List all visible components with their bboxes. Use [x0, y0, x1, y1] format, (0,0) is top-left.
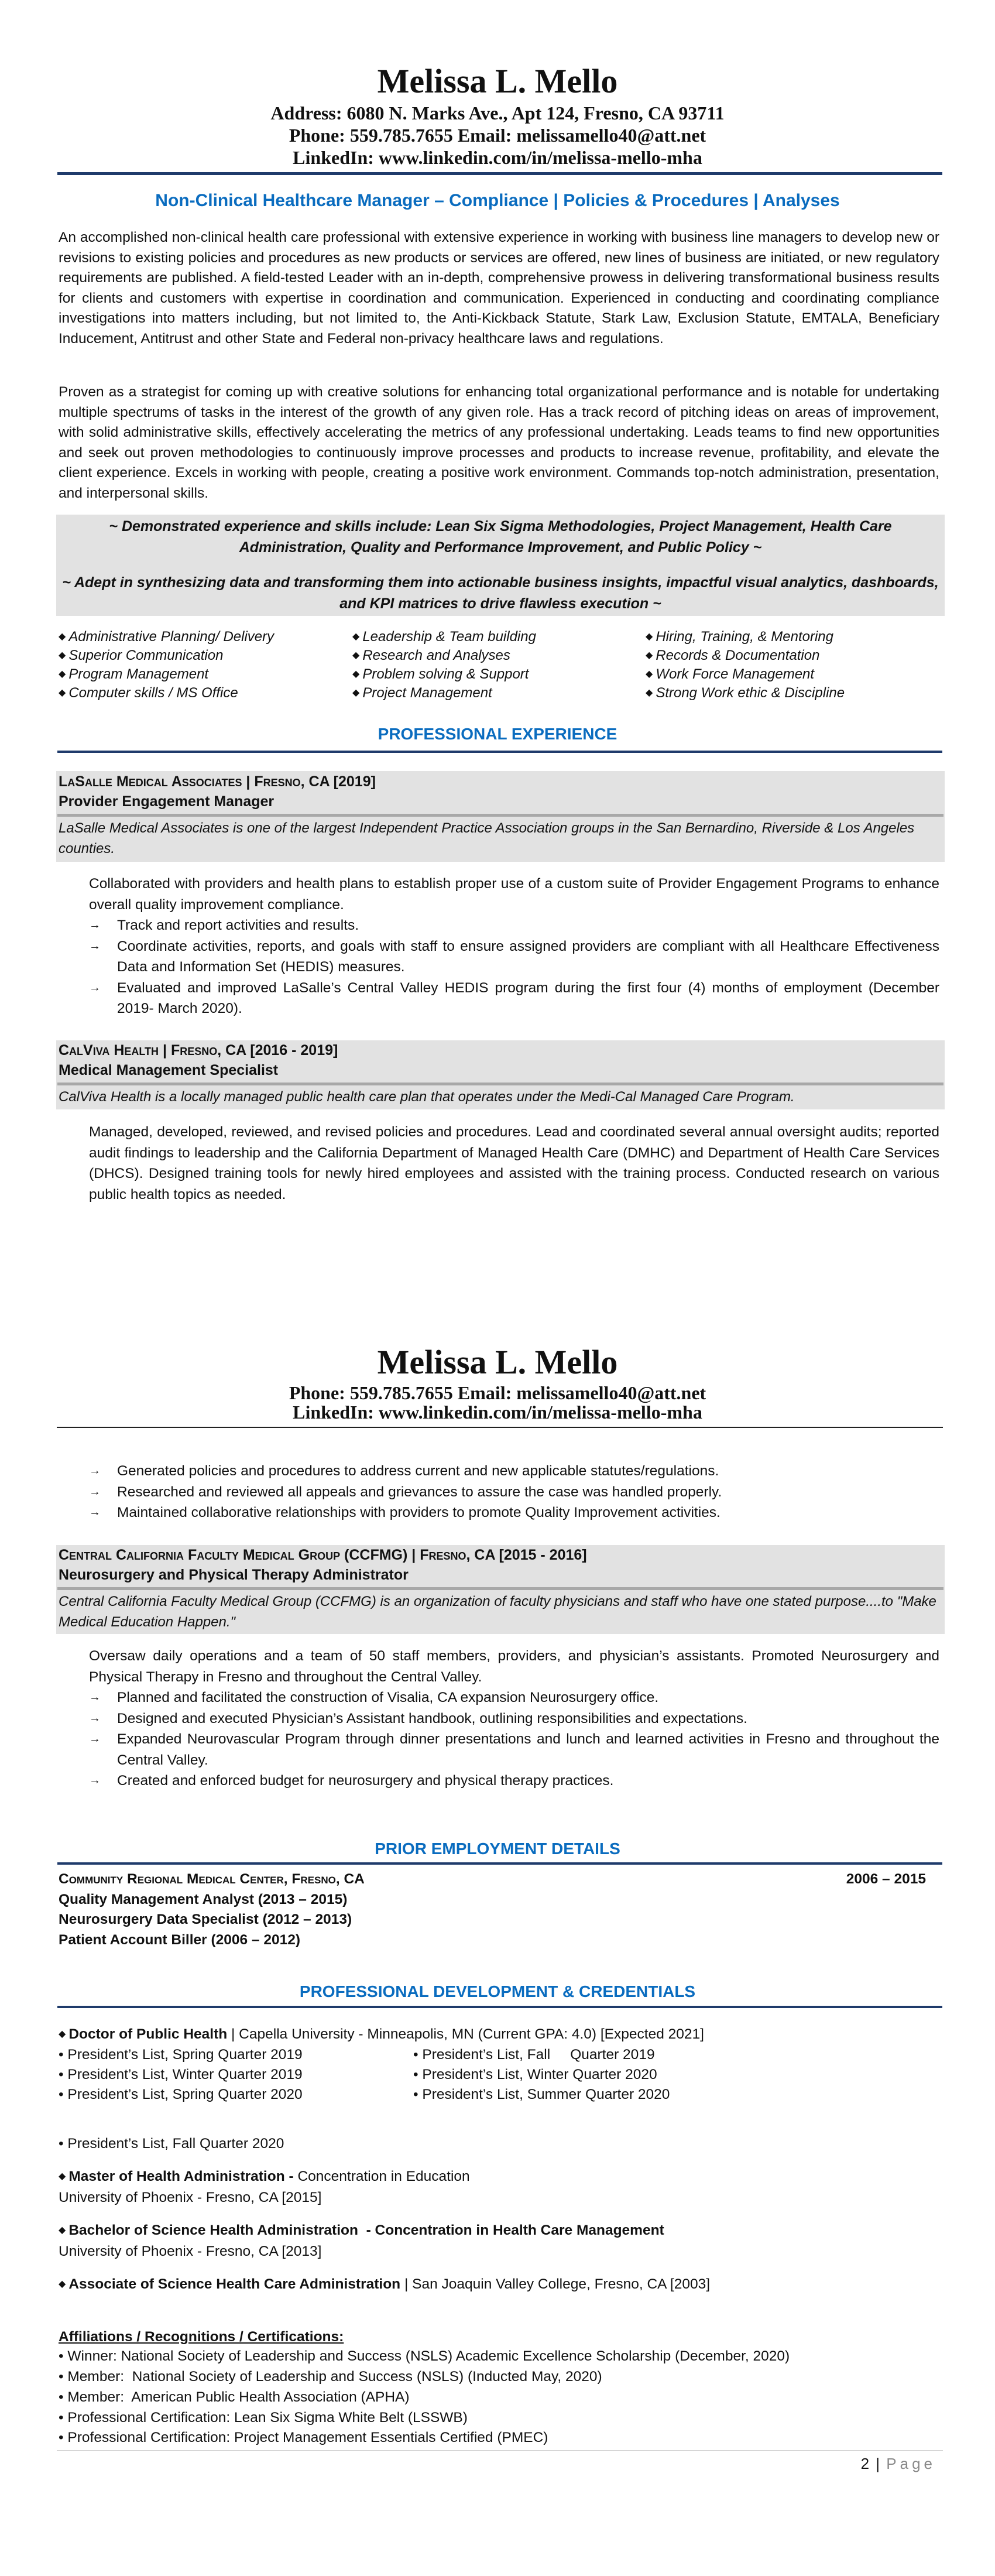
- honor-item: • President’s List, Summer Quarter 2020: [413, 2087, 670, 2102]
- prior-employer: Community Regional Medical Center, Fresno, CA: [59, 1871, 365, 1887]
- prior-role: Patient Account Biller (2006 – 2012): [59, 1932, 301, 1948]
- skill-item: ◆ Hiring, Training, & Mentoring: [646, 629, 833, 645]
- job-title: Provider Engagement Manager: [59, 793, 275, 810]
- skill-item: ◆ Leadership & Team building: [352, 629, 536, 645]
- degree-associate: ◆ Associate of Science Health Care Administration | San Joaquin Valley College, Fresno, CA [2003]: [59, 2276, 711, 2292]
- company-description: LaSalle Medical Associates is one of the largest Independent Practice Association groups in the San Bernardino, Riverside & Los Angeles counties.: [59, 820, 915, 857]
- company-description: Central California Faculty Medical Group (CCFMG) is an organization of faculty physicians and staff who have one stated purpose....to "Make Medical Education Happen.": [59, 1594, 936, 1630]
- phone-email-line: Phone: 559.785.7655 Email: melissamello40@att.net: [289, 125, 706, 146]
- affiliation-item: • Member: National Society of Leadership and Success (NSLS) (Inducted May, 2020): [59, 2369, 602, 2385]
- diamond-bullet-icon: ◆: [59, 2171, 66, 2181]
- diamond-bullet-icon: ◆: [352, 688, 360, 698]
- diamond-bullet-icon: ◆: [59, 2279, 66, 2289]
- phone-email-line-page2: Phone: 559.785.7655 Email: melissamello40@att.net: [289, 1382, 706, 1403]
- job-header-calviva: [56, 1040, 945, 1109]
- degree-master: ◆ Master of Health Administration - Concentration in Education: [59, 2169, 470, 2184]
- diamond-bullet-icon: ◆: [59, 2029, 66, 2039]
- arrow-icon: →: [89, 1506, 101, 1519]
- footer-divider: [57, 2450, 943, 2451]
- diamond-bullet-icon: ◆: [59, 632, 66, 642]
- linkedin-line: LinkedIn: www.linkedin.com/in/melissa-mello-mha: [293, 147, 702, 168]
- highlight-skills: ~ Demonstrated experience and skills include: Lean Six Sigma Methodologies, Project Management, Health Care Administration, Quality and Performance Improvement, and Public Policy ~: [109, 518, 892, 556]
- diamond-bullet-icon: ◆: [646, 632, 653, 642]
- honor-item: • President’s List, Spring Quarter 2020: [59, 2087, 303, 2102]
- job-summary: Oversaw daily operations and a team of 50 staff members, providers, and physician’s assistants. Promoted Neurosurgery and Physical Therapy in Fresno and throughout the Central Valley.: [89, 1648, 939, 1685]
- diamond-bullet-icon: ◆: [646, 650, 653, 660]
- affiliation-item: • Professional Certification: Project Management Essentials Certified (PMEC): [59, 2430, 548, 2445]
- company-name: Central California Faculty Medical Group (CCFMG) | Fresno, CA [2015 - 2016]: [59, 1547, 587, 1563]
- separator: [57, 1587, 943, 1590]
- highlight-analytics: ~ Adept in synthesizing data and transforming them into actionable business insights, impactful visual analytics, dashboards, and KPI matrices to drive flawless execution ~: [62, 574, 939, 612]
- job-bullet: → Maintained collaborative relationships with providers to promote Quality Improvement activities.: [89, 1502, 939, 1523]
- job-header-lasalle: [56, 771, 945, 862]
- arrow-icon: →: [89, 981, 101, 994]
- address-line: Address: 6080 N. Marks Ave., Apt 124, Fresno, CA 93711: [270, 102, 725, 124]
- honor-item: • President’s List, Winter Quarter 2020: [413, 2067, 657, 2082]
- diamond-bullet-icon: ◆: [59, 688, 66, 698]
- affiliation-item: • Member: American Public Health Association (APHA): [59, 2389, 410, 2405]
- job-bullets-calviva: [89, 1461, 939, 1523]
- skill-item: ◆ Program Management: [59, 666, 209, 682]
- skill-item: ◆ Computer skills / MS Office: [59, 685, 238, 701]
- skill-item: ◆ Strong Work ethic & Discipline: [646, 685, 845, 701]
- job-bullet: → Expanded Neurovascular Program through dinner presentations and lunch and learned activities in Fresno and throughout the Central Valley.: [89, 1729, 939, 1770]
- diamond-bullet-icon: ◆: [59, 669, 66, 679]
- arrow-icon: →: [89, 939, 101, 953]
- experience-divider: [57, 751, 942, 753]
- honor-item: • President’s List, Spring Quarter 2019: [59, 2047, 303, 2063]
- separator: [57, 814, 943, 817]
- summary-paragraph-1: An accomplished non-clinical health care professional with extensive experience in working with business line managers to develop new or revisions to existing policies and procedures as new products or services are offered, new lines of business are initiated, or new regulatory requirements are published. A field-tested Leader with an in-depth, comprehensive prowess in delivering transformational business results for clients and customers with expertise in coordination and communication. Experienced in conducting and coordinating compliance investigations into matters including, but not limited to, the Anti-Kickback Statute, Stark Law, Exclusion Statute, EMTALA, Beneficiary Inducement, Antitrust and other State and Federal non-privacy healthcare laws and regulations.: [59, 229, 939, 347]
- job-bullet: → Track and report activities and results.: [89, 915, 939, 936]
- skill-item: ◆ Project Management: [352, 685, 492, 701]
- candidate-name: Melissa L. Mello: [377, 62, 618, 100]
- summary-paragraph-2: Proven as a strategist for coming up with creative solutions for enhancing total organizational performance and is notable for undertaking multiple spectrums of tasks in the interest of the growth of any given role. Has a track record of pitching ideas on areas of improvement, with solid administrative skills, effectively accelerating the metrics of any professional undertaking. Leads teams to find new opportunities and seek out proven methodologies to continuously improve processes and products to increase revenue, profitability, and elevate the client experience. Excels in working with people, creating a positive work environment. Commands top-notch administration, presentation, and interpersonal skills.: [59, 384, 939, 501]
- honor-item: • President’s List, Fall Quarter 2020: [59, 2136, 284, 2152]
- school-master: University of Phoenix - Fresno, CA [2015]: [59, 2190, 322, 2205]
- linkedin-line-page2: LinkedIn: www.linkedin.com/in/melissa-mello-mha: [293, 1402, 702, 1423]
- diamond-bullet-icon: ◆: [59, 650, 66, 660]
- diamond-bullet-icon: ◆: [646, 688, 653, 698]
- affiliations-title: Affiliations / Recognitions / Certifications:: [59, 2329, 344, 2345]
- prior-divider: [57, 1862, 942, 1865]
- page-number: 2: [860, 2455, 870, 2472]
- page2-header-divider: [57, 1427, 943, 1428]
- arrow-icon: →: [89, 1711, 101, 1725]
- affiliation-item: • Winner: National Society of Leadership and Success (NSLS) Academic Excellence Scholarship (December, 2020): [59, 2348, 790, 2364]
- arrow-icon: →: [89, 1464, 101, 1477]
- separator: [57, 1083, 943, 1085]
- job-bullet: → Created and enforced budget for neurosurgery and physical therapy practices.: [89, 1770, 939, 1791]
- job-header-ccfmg: [56, 1545, 945, 1634]
- job-summary-calviva: Managed, developed, reviewed, and revised policies and procedures. Lead and coordinated several annual oversight audits; reported audit findings to leadership and the California Department of Managed Health Care (DMHC) and Department of Health Care Services (DHCS). Designed training tools for newly hired employees and assisted with the training process. Conducted research on various public health topics as needed.: [89, 1124, 939, 1203]
- degree-doctor: ◆ Doctor of Public Health | Capella University - Minneapolis, MN (Current GPA: 4.0) [Expected 2021]: [59, 2026, 704, 2042]
- highlights-box: [56, 515, 945, 616]
- company-name: LaSalle Medical Associates | Fresno, CA [2019]: [59, 773, 376, 790]
- arrow-icon: →: [89, 1774, 101, 1787]
- affiliation-item: • Professional Certification: Lean Six Sigma White Belt (LSSWB): [59, 2410, 468, 2426]
- job-title: Neurosurgery and Physical Therapy Administrator: [59, 1567, 409, 1583]
- honor-item: • President’s List, Fall Quarter 2019: [413, 2047, 655, 2063]
- section-title-prior: PRIOR EMPLOYMENT DETAILS: [375, 1839, 620, 1858]
- job-title: Medical Management Specialist: [59, 1062, 279, 1078]
- job-bullet: → Designed and executed Physician’s Assistant handbook, outlining responsibilities and expectations.: [89, 1708, 939, 1729]
- prior-role: Neurosurgery Data Specialist (2012 – 2013): [59, 1912, 352, 1927]
- skill-item: ◆ Problem solving & Support: [352, 666, 529, 682]
- skill-item: ◆ Work Force Management: [646, 666, 815, 682]
- section-title-experience: PROFESSIONAL EXPERIENCE: [378, 725, 617, 743]
- job-bullet: → Evaluated and improved LaSalle’s Central Valley HEDIS program during the first four (4) months of employment (December 2019- March 2020).: [89, 978, 939, 1019]
- diamond-bullet-icon: ◆: [352, 650, 360, 660]
- prior-role: Quality Management Analyst (2013 – 2015): [59, 1892, 348, 1907]
- job-bullet: → Generated policies and procedures to address current and new applicable statutes/regulations.: [89, 1461, 939, 1482]
- headline: Non-Clinical Healthcare Manager – Compliance | Policies & Procedures | Analyses: [155, 191, 840, 210]
- page-number-footer: 2 | Page: [860, 2455, 936, 2472]
- prior-dates: 2006 – 2015: [846, 1871, 926, 1887]
- header-divider: [57, 172, 942, 175]
- development-divider: [57, 2006, 942, 2008]
- job-bullet: → Researched and reviewed all appeals and grievances to assure the case was handled properly.: [89, 1482, 939, 1503]
- honor-item: • President’s List, Winter Quarter 2019: [59, 2067, 303, 2082]
- degree-bachelor: ◆ Bachelor of Science Health Administration - Concentration in Health Care Management: [59, 2222, 664, 2238]
- arrow-icon: →: [89, 1732, 101, 1745]
- arrow-icon: →: [89, 1485, 101, 1498]
- skill-item: ◆ Superior Communication: [59, 648, 224, 663]
- page-label: Page: [886, 2455, 936, 2472]
- job-body-ccfmg: [89, 1646, 939, 1791]
- candidate-name-page2: Melissa L. Mello: [377, 1343, 618, 1381]
- company-description: CalViva Health is a locally managed public health care plan that operates under the Medi-Cal Managed Care Program.: [59, 1089, 795, 1105]
- skill-item: ◆ Administrative Planning/ Delivery: [59, 629, 275, 645]
- skill-item: ◆ Records & Documentation: [646, 648, 820, 663]
- section-title-development: PROFESSIONAL DEVELOPMENT & CREDENTIALS: [299, 1982, 696, 2000]
- arrow-icon: →: [89, 919, 101, 931]
- arrow-icon: →: [89, 1691, 101, 1704]
- diamond-bullet-icon: ◆: [646, 669, 653, 679]
- skill-item: ◆ Research and Analyses: [352, 648, 510, 663]
- job-body-lasalle: [89, 873, 939, 1019]
- job-summary: Collaborated with providers and health plans to establish proper use of a custom suite of Provider Engagement Programs to enhance overall quality improvement compliance.: [89, 876, 939, 913]
- skills-grid: [59, 628, 936, 703]
- school-bachelor: University of Phoenix - Fresno, CA [2013]: [59, 2243, 322, 2259]
- diamond-bullet-icon: ◆: [352, 632, 360, 642]
- job-bullet: → Planned and facilitated the construction of Visalia, CA expansion Neurosurgery office.: [89, 1687, 939, 1708]
- diamond-bullet-icon: ◆: [352, 669, 360, 679]
- diamond-bullet-icon: ◆: [59, 2225, 66, 2235]
- job-bullet: → Coordinate activities, reports, and goals with staff to ensure assigned providers are compliant with all Healthcare Effectiveness Data and Information Set (HEDIS) measures.: [89, 936, 939, 978]
- company-name: CalViva Health | Fresno, CA [2016 - 2019]: [59, 1042, 338, 1059]
